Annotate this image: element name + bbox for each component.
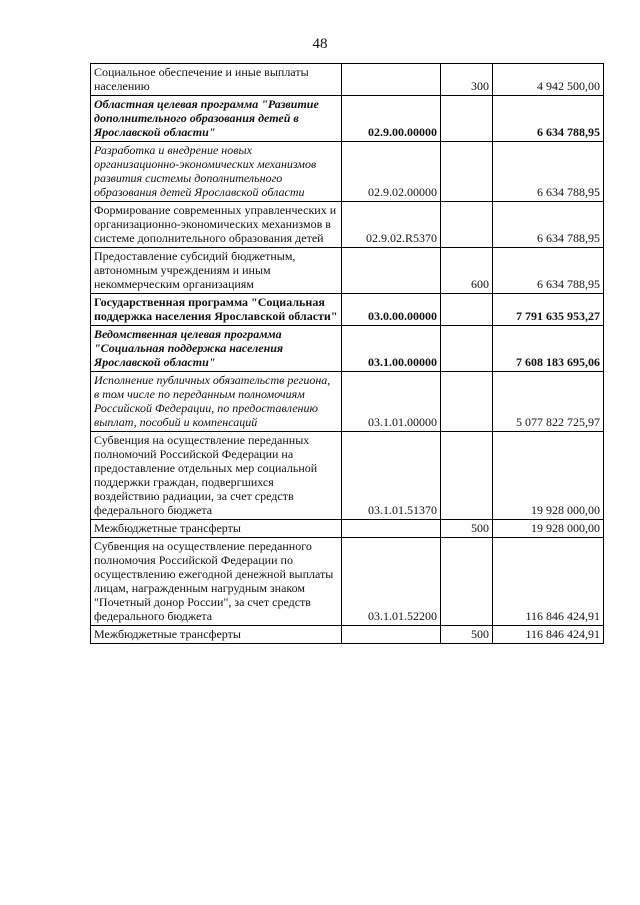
row-code-cell: 02.9.00.00000 (342, 96, 441, 142)
table-row (91, 202, 604, 248)
page-number: 48 (312, 36, 328, 52)
row-expense-type-cell: 600 (441, 248, 493, 294)
row-code-cell (342, 626, 441, 644)
row-code-cell: 03.1.01.51370 (342, 432, 441, 520)
row-amount-cell: 5 077 822 725,97 (493, 372, 604, 432)
row-code-cell (342, 248, 441, 294)
row-expense-type-cell (441, 432, 493, 520)
row-name-cell: Исполнение публичных обязательств региона, в том числе по переданным полномочиям Российской Федерации, по предоставлению выплат, пособий и компенсаций (91, 372, 342, 432)
table-row (91, 64, 604, 96)
table-row (91, 326, 604, 372)
table-row (91, 538, 604, 626)
row-name-cell: Социальное обеспечение и иные выплаты населению (91, 64, 342, 96)
row-name-cell: Формирование современных управленческих и организационно-экономических механизмов в системе дополнительного образования детей (91, 202, 342, 248)
row-expense-type-cell (441, 96, 493, 142)
row-amount-cell: 6 634 788,95 (493, 202, 604, 248)
row-name-cell: Предоставление субсидий бюджетным, автономным учреждениям и иным некоммерческим организациям (91, 248, 342, 294)
row-name-cell: Разработка и внедрение новых организационно-экономических механизмов развития системы дополнительного образования детей Ярославской области (91, 142, 342, 202)
row-amount-cell: 6 634 788,95 (493, 96, 604, 142)
row-code-cell: 02.9.02.00000 (342, 142, 441, 202)
row-amount-cell: 4 942 500,00 (493, 64, 604, 96)
row-code-cell (342, 64, 441, 96)
row-name-cell: Межбюджетные трансферты (91, 520, 342, 538)
row-expense-type-cell: 300 (441, 64, 493, 96)
budget-table (90, 63, 604, 644)
table-row (91, 248, 604, 294)
row-expense-type-cell: 500 (441, 520, 493, 538)
row-amount-cell: 19 928 000,00 (493, 432, 604, 520)
row-amount-cell: 116 846 424,91 (493, 626, 604, 644)
row-amount-cell: 116 846 424,91 (493, 538, 604, 626)
table-row (91, 372, 604, 432)
row-name-cell: Субвенция на осуществление переданного полномочия Российской Федерации по осуществлению ежегодной денежной выплаты лицам, награжденным нагрудным знаком "Почетный донор России", за счет средств федерального бюджета (91, 538, 342, 626)
row-amount-cell: 7 608 183 695,06 (493, 326, 604, 372)
row-code-cell: 03.1.01.52200 (342, 538, 441, 626)
row-name-cell: Субвенция на осуществление переданных полномочий Российской Федерации на предоставление отдельных мер социальной поддержки граждан, подвергшихся воздействию радиации, за счет средств федерального бюджета (91, 432, 342, 520)
row-code-cell (342, 520, 441, 538)
row-amount-cell: 6 634 788,95 (493, 248, 604, 294)
row-code-cell: 03.0.00.00000 (342, 294, 441, 326)
row-code-cell: 03.1.00.00000 (342, 326, 441, 372)
table-row (91, 626, 604, 644)
row-expense-type-cell (441, 142, 493, 202)
row-expense-type-cell (441, 326, 493, 372)
row-expense-type-cell (441, 294, 493, 326)
table-row (91, 96, 604, 142)
table-row (91, 142, 604, 202)
row-name-cell: Ведомственная целевая программа "Социальная поддержка населения Ярославской области" (91, 326, 342, 372)
row-expense-type-cell (441, 538, 493, 626)
row-amount-cell: 19 928 000,00 (493, 520, 604, 538)
row-code-cell: 03.1.01.00000 (342, 372, 441, 432)
row-expense-type-cell (441, 202, 493, 248)
budget-table-body (91, 64, 604, 644)
row-amount-cell: 6 634 788,95 (493, 142, 604, 202)
row-name-cell: Государственная программа "Социальная поддержка населения Ярославской области" (91, 294, 342, 326)
row-code-cell: 02.9.02.R5370 (342, 202, 441, 248)
row-name-cell: Межбюджетные трансферты (91, 626, 342, 644)
table-row (91, 432, 604, 520)
row-expense-type-cell: 500 (441, 626, 493, 644)
row-name-cell: Областная целевая программа "Развитие дополнительного образования детей в Ярославской области" (91, 96, 342, 142)
row-amount-cell: 7 791 635 953,27 (493, 294, 604, 326)
table-row (91, 294, 604, 326)
row-expense-type-cell (441, 372, 493, 432)
table-row (91, 520, 604, 538)
